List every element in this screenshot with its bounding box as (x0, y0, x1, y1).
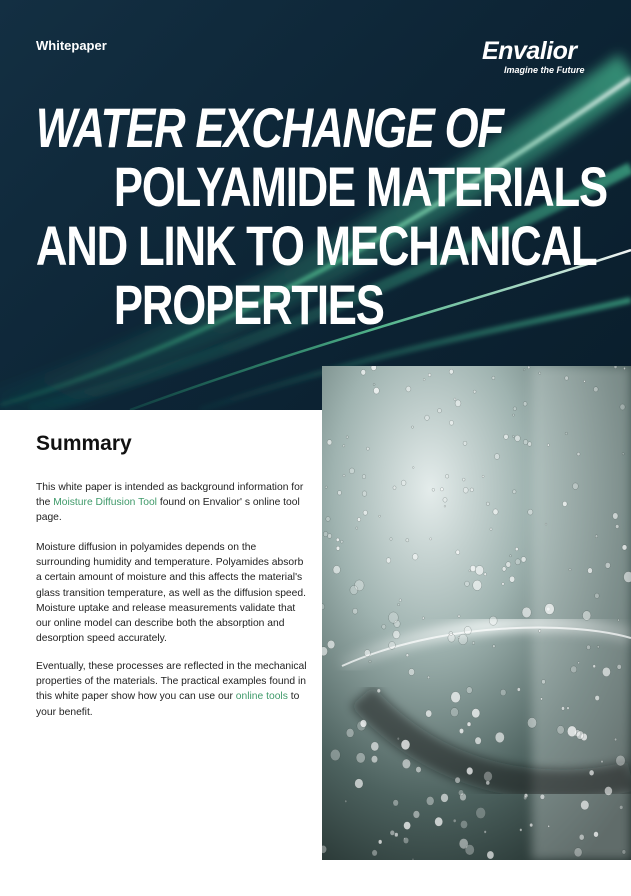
water-droplet (470, 565, 476, 571)
water-droplet (614, 366, 617, 369)
water-droplet (449, 632, 453, 636)
water-droplet (615, 525, 619, 529)
water-droplet (428, 373, 431, 376)
water-droplet (426, 796, 434, 805)
water-droplet (567, 707, 569, 710)
water-droplet (327, 640, 335, 649)
water-droplet (401, 480, 406, 486)
water-droplet (406, 386, 411, 392)
water-droplet (523, 402, 527, 406)
water-droplet (322, 647, 328, 656)
water-droplet (484, 573, 487, 576)
water-droplet (327, 440, 332, 445)
water-droplet (593, 665, 596, 668)
water-droplet (597, 646, 599, 649)
brand-name: Envalior (482, 37, 577, 65)
hero-banner (0, 0, 631, 410)
water-droplet (548, 825, 550, 827)
water-droplet (470, 488, 473, 492)
water-droplet (577, 452, 580, 456)
water-droplet (493, 509, 498, 515)
water-droplet (325, 486, 327, 488)
water-droplet (515, 559, 520, 565)
water-droplet (372, 850, 377, 856)
water-droplet (338, 491, 342, 495)
water-droplet (494, 454, 499, 460)
water-droplet (422, 617, 424, 620)
water-droplet (430, 538, 432, 540)
water-droplet (515, 435, 521, 441)
water-droplet (449, 369, 453, 374)
water-droplet (401, 740, 410, 750)
moisture-diffusion-tool-link[interactable]: Moisture Diffusion Tool (53, 497, 157, 509)
water-droplet (487, 851, 494, 859)
water-droplet (379, 515, 381, 517)
water-droplet (455, 400, 461, 407)
water-droplet (624, 572, 631, 583)
water-droplet (399, 599, 401, 602)
water-droplet (540, 794, 545, 799)
water-droplet (486, 502, 489, 506)
water-droplet (595, 695, 600, 700)
water-droplet (343, 445, 345, 447)
water-droplet (472, 709, 480, 718)
water-droplet (475, 566, 483, 576)
water-droplet (395, 833, 399, 837)
summary-paragraph-2: Moisture diffusion in polyamides depends on the surrounding humidity and temperature. Polyamides absorb a certain amount of moisture and this affects the material's glass transition temperature, as well as the diffusion speed. Moisture uptake and release measurements validate that our online model can describe both the absorption and desorption speed accurately. (36, 542, 306, 645)
water-droplet (389, 642, 396, 650)
title-line-2: POLYAMIDE MATERIALS (113, 155, 607, 218)
water-droplet (361, 370, 366, 376)
water-droplet (378, 840, 382, 844)
water-droplet (362, 491, 367, 496)
water-droplet (393, 800, 399, 806)
water-droplet (441, 794, 449, 803)
water-droplet (605, 562, 610, 568)
water-droplet (438, 409, 442, 413)
title-line-1: WATER EXCHANGE OF (35, 96, 503, 159)
water-droplet (406, 539, 409, 542)
water-droplet (398, 603, 400, 605)
water-droplet (404, 822, 411, 830)
water-droplet (364, 650, 370, 657)
water-droplet (463, 478, 466, 481)
water-droplet (472, 642, 475, 645)
water-droplet (547, 444, 549, 447)
water-droplet (486, 781, 490, 785)
water-droplet (402, 759, 410, 769)
water-droplet (583, 611, 591, 621)
water-droplet (412, 858, 414, 860)
water-droplet (382, 624, 386, 629)
water-droplet (565, 432, 567, 435)
water-droplet (513, 414, 515, 416)
water-droplet (458, 615, 460, 618)
water-droplet (390, 830, 395, 835)
water-droplet (595, 593, 600, 598)
water-droplet (619, 805, 623, 809)
water-droplet (567, 726, 576, 737)
water-droplet (465, 845, 474, 856)
water-droplet (475, 737, 481, 744)
water-droplet (542, 680, 546, 684)
water-droplet (350, 585, 358, 594)
water-droplet (588, 568, 593, 574)
water-droplet (504, 434, 509, 439)
summary-paragraph-1 (36, 480, 308, 526)
water-droplet (524, 796, 527, 800)
water-droplet (435, 817, 443, 826)
water-droplet (360, 720, 367, 728)
water-droplet (413, 467, 415, 469)
water-droplet (389, 612, 399, 623)
water-droplet (484, 771, 493, 781)
water-droplet (341, 540, 344, 543)
water-droplet (465, 581, 470, 586)
water-droplet (624, 367, 626, 369)
water-droplet (467, 722, 471, 726)
water-droplet (356, 527, 358, 529)
water-droplet (500, 689, 506, 696)
water-droplet (515, 547, 518, 550)
water-droplet (451, 708, 459, 717)
water-droplet (336, 538, 339, 542)
water-droplet (463, 487, 468, 493)
water-droplet (367, 447, 370, 450)
water-droplet (458, 636, 460, 638)
water-droplet (576, 731, 583, 739)
brand-logo (482, 38, 585, 75)
water-droplet (571, 666, 577, 673)
water-droplet (484, 831, 486, 834)
water-droplet (502, 583, 504, 586)
summary-paragraph-3 (36, 659, 308, 720)
water-droplet (322, 845, 327, 853)
water-droplet (506, 562, 511, 568)
water-droplet (527, 718, 536, 729)
water-droplet (557, 726, 564, 735)
water-droplet (386, 558, 391, 563)
water-droplet (343, 474, 345, 477)
water-droplet (528, 509, 533, 515)
water-droplet (345, 800, 347, 803)
page-title (0, 96, 607, 336)
water-droplet (363, 510, 367, 515)
water-droplet (355, 779, 363, 789)
water-droplet (473, 390, 476, 393)
water-droplets-on-glass-image (322, 366, 631, 860)
water-droplet (423, 379, 425, 381)
water-droplet (617, 664, 621, 669)
water-droplet (411, 426, 413, 428)
title-line-4: PROPERTIES (113, 273, 384, 336)
water-droplet (613, 513, 618, 519)
water-droplet (476, 807, 486, 818)
water-droplet (523, 369, 525, 371)
water-droplet (371, 742, 379, 751)
water-droplet (517, 688, 520, 692)
water-droplet (620, 404, 625, 410)
water-droplet (460, 820, 467, 828)
water-droplet (482, 475, 484, 477)
water-droplet (594, 387, 599, 392)
water-droplet (369, 660, 371, 663)
water-droplet (574, 848, 582, 857)
water-droplet (510, 555, 512, 557)
water-droplet (584, 380, 586, 382)
water-droplet (569, 568, 571, 571)
water-droplet (579, 834, 584, 840)
water-droplet (539, 630, 541, 633)
water-droplet (371, 756, 377, 763)
water-droplet (323, 531, 328, 536)
water-droplet (563, 501, 568, 506)
water-droplet (539, 372, 541, 374)
water-droplet (509, 576, 514, 582)
water-droplet (581, 800, 589, 810)
water-droplet (449, 420, 453, 425)
water-droplet (416, 767, 421, 773)
water-droplet (427, 676, 429, 679)
water-droplet (594, 832, 599, 838)
water-droplet (523, 440, 528, 445)
water-droplet (513, 490, 517, 494)
water-droplet (330, 749, 340, 760)
water-droplet (357, 518, 360, 522)
water-droplet (458, 634, 467, 645)
water-droplet (605, 787, 613, 796)
water-droplet (561, 707, 564, 711)
water-droplet (467, 767, 473, 774)
document-type-label: Whitepaper (36, 38, 107, 53)
water-droplet (397, 737, 399, 740)
water-droplet (377, 689, 381, 693)
water-droplet (373, 383, 375, 385)
water-droplet (473, 580, 482, 590)
water-droplet (495, 732, 504, 743)
water-droplet (545, 523, 547, 525)
water-droplet (618, 619, 620, 621)
water-droplet (589, 770, 594, 776)
water-droplet (406, 654, 409, 657)
water-droplet (454, 398, 456, 400)
water-droplet (393, 630, 400, 638)
water-droplet (502, 567, 506, 572)
water-droplet (432, 488, 435, 491)
water-droplet (513, 435, 515, 437)
water-droplet (573, 483, 579, 490)
water-droplet (565, 376, 569, 380)
water-droplet (425, 415, 430, 420)
water-droplet (356, 753, 365, 763)
water-droplet (616, 755, 625, 766)
water-droplet (601, 760, 603, 763)
water-droplet (622, 453, 624, 455)
water-droplet (353, 608, 358, 614)
water-droplet (362, 475, 366, 479)
water-droplet (444, 505, 446, 507)
water-droplet (492, 376, 495, 379)
water-droplet (490, 528, 492, 531)
water-droplet (614, 738, 616, 741)
water-droplet (440, 488, 443, 491)
water-droplet (322, 604, 325, 610)
water-droplet (489, 616, 497, 625)
water-droplet (464, 626, 471, 634)
water-droplet (520, 829, 522, 832)
water-droplet (412, 554, 418, 560)
summary-paragraph-3-text-end: to your benefit. (36, 691, 300, 718)
water-droplet (393, 486, 396, 490)
summary-paragraph-1-text: This white paper is intended as background information for the (36, 482, 304, 509)
water-droplet (493, 645, 496, 648)
online-tools-link[interactable]: online tools (235, 691, 288, 703)
water-droplet (458, 790, 463, 796)
water-droplet (374, 387, 380, 394)
summary-paragraph-3-text: Eventually, these processes are reflected in the mechanical properties of the materials. The practical examples found in this white paper show how you can use our (36, 661, 307, 703)
brand-tagline: Imagine the Future (504, 65, 585, 75)
water-droplet (595, 535, 598, 538)
summary-heading: Summary (36, 432, 132, 455)
water-droplet (451, 692, 461, 703)
title-line-3: AND LINK TO MECHANICAL (35, 214, 597, 277)
water-droplet (413, 811, 420, 819)
water-droplet (426, 710, 432, 717)
water-droplet (443, 497, 447, 502)
water-droplet (390, 538, 392, 541)
summary-paragraph-1-text-end: found on Envalior' s online tool page. (36, 497, 300, 524)
water-droplet (522, 607, 531, 618)
water-droplet (455, 777, 460, 783)
water-droplet (602, 667, 610, 676)
water-droplet (513, 407, 516, 411)
water-droplet (456, 550, 460, 555)
water-droplet (453, 819, 456, 822)
water-droplet (333, 566, 340, 574)
water-droplet (530, 823, 533, 827)
water-droplet (371, 366, 376, 371)
water-droplet (459, 728, 463, 733)
water-droplet (587, 645, 591, 650)
water-droplet (528, 442, 532, 447)
water-droplet (445, 474, 448, 478)
water-droplet (622, 850, 626, 854)
water-droplet (408, 669, 414, 676)
water-droplet (336, 546, 340, 550)
water-droplet (349, 468, 354, 474)
water-droplet (346, 436, 348, 439)
water-droplet (403, 837, 408, 843)
water-droplet (346, 728, 354, 737)
water-droplet (578, 662, 580, 664)
water-droplet (463, 441, 467, 445)
water-droplet (528, 366, 530, 369)
water-droplet (622, 545, 627, 550)
water-droplet (545, 604, 555, 615)
water-droplet (540, 698, 542, 700)
water-droplet (466, 687, 472, 694)
water-droplet (326, 517, 330, 522)
water-droplet (521, 557, 526, 563)
